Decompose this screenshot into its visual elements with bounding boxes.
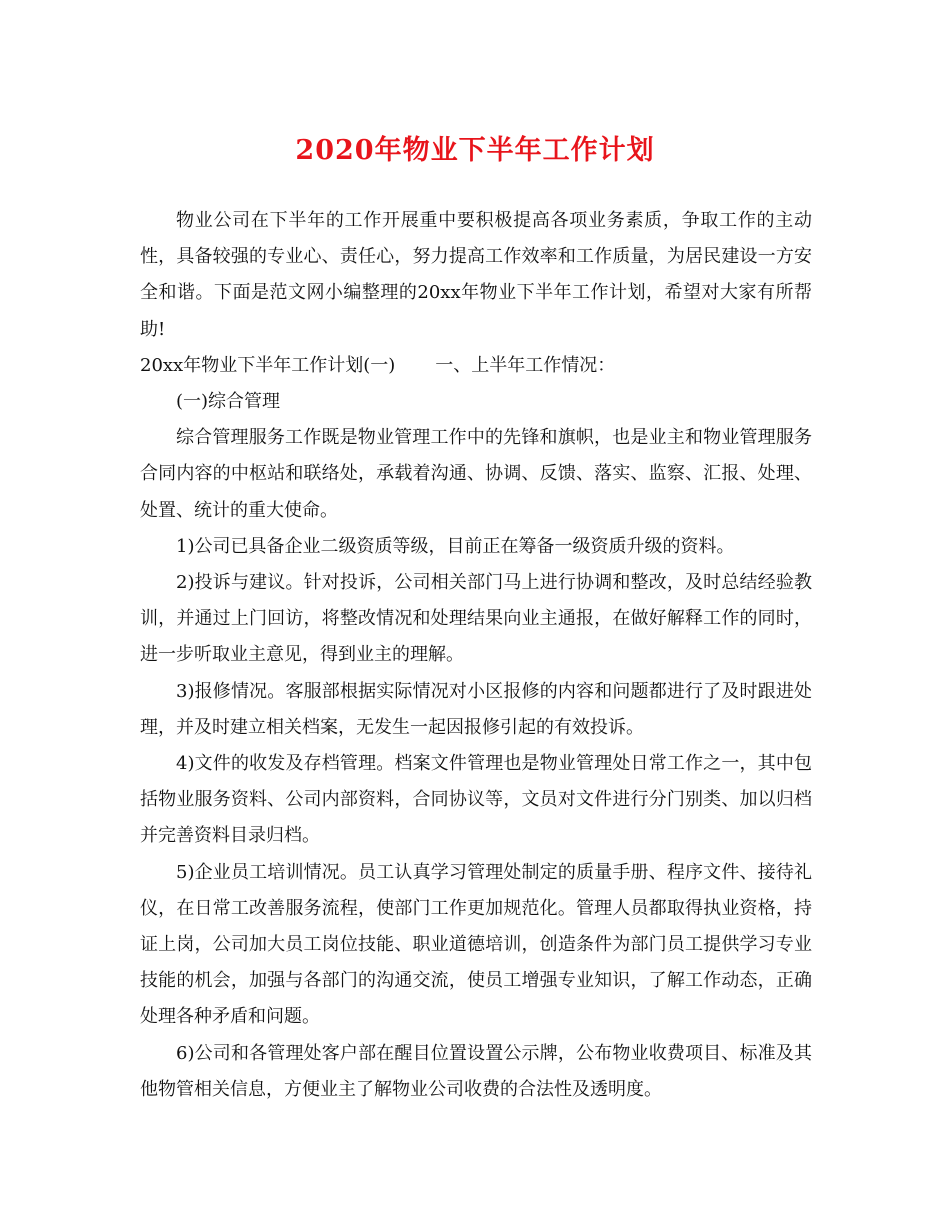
document-body [140, 203, 812, 1108]
paragraph-item-2: 2)投诉与建议。针对投诉，公司相关部门马上进行协调和整改，及时总结经验教训，并通过上门回访，将整改情况和处理结果向业主通报，在做好解释工作的同时，进一步听取业主意见，得到业主的理解。 [140, 572, 812, 666]
paragraph-item-4: 4)文件的收发及存档管理。档案文件管理也是物业管理处日常工作之一，其中包括物业服务资料、公司内部资料，合同协议等，文员对文件进行分门别类、加以归档并完善资料目录归档。 [140, 753, 812, 847]
paragraph-item-5: 5)企业员工培训情况。员工认真学习管理处制定的质量手册、程序文件、接待礼仪，在日常工改善服务流程，使部门工作更加规范化。管理人员都取得执业资格，持证上岗，公司加大员工岗位技能、职业道德培训，创造条件为部门员工提供学习专业技能的机会，加强与各部门的沟通交流，使员工增强专业知识，了解工作动态，正确处理各种矛盾和问题。 [140, 861, 812, 1028]
paragraph-item-3: 3)报修情况。客服部根据实际情况对小区报修的内容和问题都进行了及时跟进处理，并及时建立相关档案，无发生一起因报修引起的有效投诉。 [140, 680, 812, 738]
section-heading: 一、上半年工作情况： [435, 354, 616, 376]
plan-heading: 20xx年物业下半年工作计划(一) [140, 354, 396, 376]
document-title: 2020年物业下半年工作计划 [295, 135, 655, 166]
intro-paragraph: 物业公司在下半年的工作开展重中要积极提高各项业务素质，争取工作的主动性，具备较强的专业心、责任心，努力提高工作效率和工作质量，为居民建设一方安全和谐。下面是范文网小编整理的20xx年物业下半年工作计划，希望对大家有所帮助! [140, 210, 812, 340]
paragraph-item-6: 6)公司和各管理处客户部在醒目位置设置公示牌，公布物业收费项目、标准及其他物管相关信息，方便业主了解物业公司收费的合法性及透明度。 [140, 1042, 812, 1100]
paragraph-item-1: 1)公司已具备企业二级资质等级，目前正在筹备一级资质升级的资料。 [176, 535, 735, 557]
plan-heading-line [140, 348, 812, 384]
subsection-heading: (一)综合管理 [176, 391, 281, 413]
paragraph-overview: 综合管理服务工作既是物业管理工作中的先锋和旗帜，也是业主和物业管理服务合同内容的中枢站和联络处，承载着沟通、协调、反馈、落实、监察、汇报、处理、处置、统计的重大使命。 [140, 427, 812, 521]
